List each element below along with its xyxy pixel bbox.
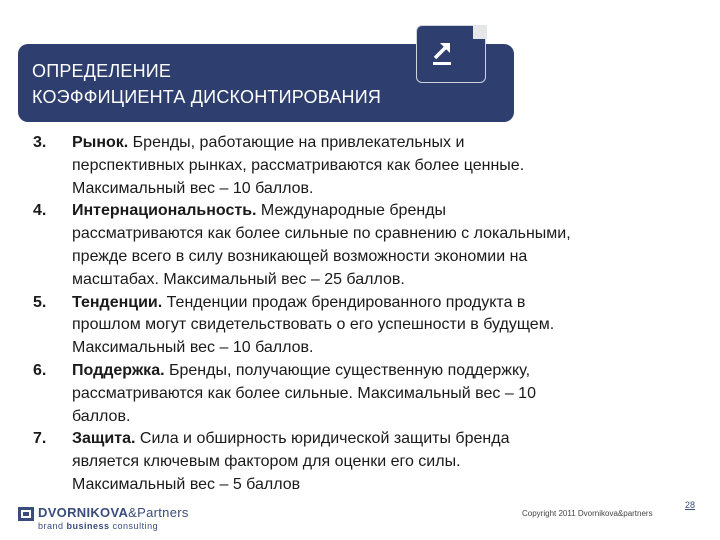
list-item <box>33 292 703 360</box>
item-line: масштабах. Максимальный вес – 25 баллов. <box>72 270 405 288</box>
item-title: Защита. <box>72 430 136 448</box>
item-line: баллов. <box>72 407 131 425</box>
logo-name-partners: &Partners <box>128 505 189 520</box>
item-number: 5. <box>33 293 47 311</box>
logo-tagline-suffix: consulting <box>109 521 159 531</box>
item-text <box>72 132 702 200</box>
item-line: рассматриваются как более сильные. Максимальный вес – 10 <box>72 384 536 402</box>
page-title-line-1: ОПРЕДЕЛЕНИЕ <box>32 61 172 81</box>
list-item <box>33 360 703 428</box>
item-line: прежде всего в силу возникающей возможности экономии на <box>72 247 528 265</box>
item-title: Поддержка. <box>72 361 165 379</box>
item-line: Бренды, работающие на привлекательных и <box>128 134 465 151</box>
list-item <box>33 132 703 200</box>
corner-badge <box>416 25 486 83</box>
logo-tagline-prefix: brand <box>38 521 67 531</box>
logo-name-main: DVORNIKOVA <box>38 505 129 520</box>
item-line: Сила и обширность юридической защиты бренда <box>135 430 510 448</box>
item-text <box>72 292 702 360</box>
criteria-list <box>33 132 703 497</box>
item-line: Международные бренды <box>256 202 447 220</box>
page-number[interactable]: 28 <box>685 500 696 510</box>
arrow-up-right-icon <box>429 38 459 68</box>
item-line: является ключевым фактором для оценки его силы. <box>72 453 461 471</box>
logo-tagline <box>38 521 158 531</box>
item-number: 6. <box>33 361 47 379</box>
item-line: рассматриваются как более сильные по сравнению с локальными, <box>72 225 571 243</box>
item-title: Рынок. <box>72 134 129 151</box>
item-number: 3. <box>33 134 47 151</box>
item-text <box>72 200 702 291</box>
item-line: Максимальный вес – 10 баллов. <box>72 339 314 357</box>
item-line: Максимальный вес – 10 баллов. <box>72 179 314 197</box>
page-title-line-2: КОЭФФИЦИЕНТА ДИСКОНТИРОВАНИЯ <box>32 87 382 107</box>
item-text <box>72 428 702 496</box>
item-line: прошлом могут свидетельствовать о его успешности в будущем. <box>72 316 555 334</box>
copyright-text: Copyright 2011 Dvornikova&partners <box>522 509 653 518</box>
logo-tagline-bold: business <box>66 521 110 531</box>
item-line: перспективных рынках, рассматриваются как более ценные. <box>72 156 525 174</box>
item-line: Максимальный вес – 5 баллов <box>72 475 301 493</box>
item-number: 4. <box>33 202 47 220</box>
list-item <box>33 428 703 496</box>
logo-mark-icon <box>18 507 34 521</box>
item-title: Интернациональность. <box>72 202 257 220</box>
logo-name <box>38 505 189 520</box>
item-title: Тенденции. <box>72 293 163 311</box>
list-item <box>33 200 703 291</box>
item-number: 7. <box>33 430 47 448</box>
item-line: Тенденции продаж брендированного продукта в <box>162 293 526 311</box>
item-text <box>72 360 702 428</box>
item-line: Бренды, получающие существенную поддержку, <box>164 361 531 379</box>
